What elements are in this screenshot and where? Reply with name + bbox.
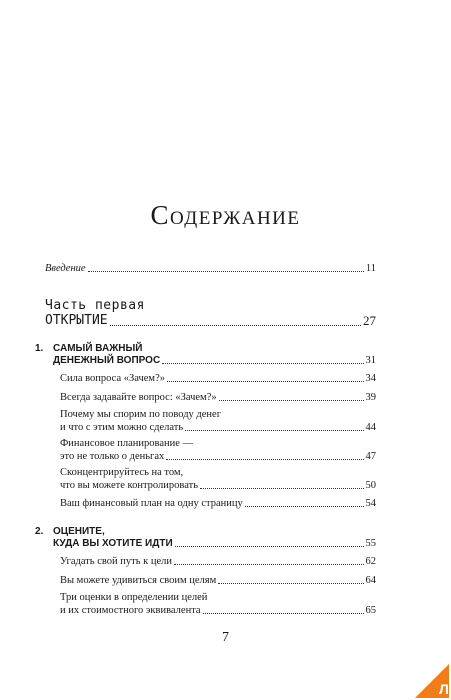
toc-entry-page: 65 <box>365 605 376 616</box>
toc-entry-page: 47 <box>365 451 376 462</box>
toc-entry-page: 62 <box>365 556 376 567</box>
toc-entry-page: 50 <box>365 480 376 491</box>
dot-leader <box>175 545 364 547</box>
page-number: 7 <box>222 630 229 645</box>
dot-leader <box>167 380 364 382</box>
dot-leader <box>203 612 364 614</box>
publisher-logo-icon <box>415 664 449 698</box>
toc-subentry <box>60 391 376 404</box>
dot-leader <box>88 270 364 272</box>
dot-leader <box>174 563 364 565</box>
toc-entry-page: 34 <box>365 373 376 384</box>
toc-entry-label-line1: Сконцентрируйтесь на том, <box>60 467 184 478</box>
toc-entry-label: Вы можете удивиться своим целям <box>60 575 217 586</box>
toc-subentry <box>60 421 376 434</box>
toc-subentry <box>60 574 376 587</box>
dot-leader <box>110 324 361 326</box>
chapter-title-line2: КУДА ВЫ ХОТИТЕ ИДТИ <box>53 538 173 549</box>
toc-subentry <box>60 604 376 617</box>
toc-entry-label: Ваш финансовый план на одну страницу <box>60 498 243 509</box>
svg-text:Л: Л <box>439 681 449 697</box>
part-label: Часть первая <box>45 298 145 313</box>
dot-leader <box>200 487 364 489</box>
toc-entry-page: 64 <box>365 575 376 586</box>
toc-entry-label-line1: Финансовое планирование — <box>60 438 194 449</box>
toc-entry-intro <box>45 262 376 275</box>
toc-subentry <box>60 555 376 568</box>
toc-entry-part <box>45 313 376 329</box>
toc-entry-label-line1: Почему мы спорим по поводу денег <box>60 409 222 420</box>
toc-entry-page: 11 <box>365 263 376 274</box>
toc-entry-page: 54 <box>365 498 376 509</box>
toc-entry-label: что вы можете контролировать <box>60 480 198 491</box>
toc-subentry <box>60 497 376 510</box>
dot-leader <box>162 362 363 364</box>
dot-leader <box>218 582 363 584</box>
page-title: Содержание <box>150 200 301 230</box>
chapter-number: 1. <box>35 343 44 354</box>
dot-leader <box>166 458 363 460</box>
toc-entry-label: и их стоимостного эквивалента <box>60 605 201 616</box>
toc-entry-page: 27 <box>363 313 376 328</box>
dot-leader <box>185 429 363 431</box>
toc-entry-label: и что с этим можно сделать <box>60 422 184 433</box>
toc-entry-chapter2 <box>53 537 376 550</box>
chapter-title-line2: ДЕНЕЖНЫЙ ВОПРОС <box>53 355 161 366</box>
toc-entry-label: это не только о деньгах <box>60 451 165 462</box>
dot-leader <box>245 505 364 507</box>
toc-entry-page: 55 <box>365 538 376 549</box>
chapter-title-line1: САМЫЙ ВАЖНЫЙ <box>53 343 143 354</box>
toc-entry-label: Сила вопроса «Зачем?» <box>60 373 165 384</box>
toc-entry-page: 31 <box>365 355 376 366</box>
dot-leader <box>219 399 364 401</box>
part-name: ОТКРЫТИЕ <box>45 313 108 328</box>
toc-subentry <box>60 450 376 463</box>
toc-subentry <box>60 479 376 492</box>
toc-entry-label: Всегда задавайте вопрос: «Зачем?» <box>60 392 217 403</box>
toc-subentry <box>60 372 376 385</box>
toc-entry-label: Угадать свой путь к цели <box>60 556 172 567</box>
toc-entry-chapter1 <box>53 354 376 367</box>
toc-entry-page: 39 <box>365 392 376 403</box>
toc-entry-page: 44 <box>365 422 376 433</box>
chapter-title-line1: ОЦЕНИТЕ, <box>53 526 105 537</box>
toc-entry-label: Введение <box>45 263 86 274</box>
chapter-number: 2. <box>35 526 44 537</box>
toc-entry-label-line1: Три оценки в определении целей <box>60 592 208 603</box>
